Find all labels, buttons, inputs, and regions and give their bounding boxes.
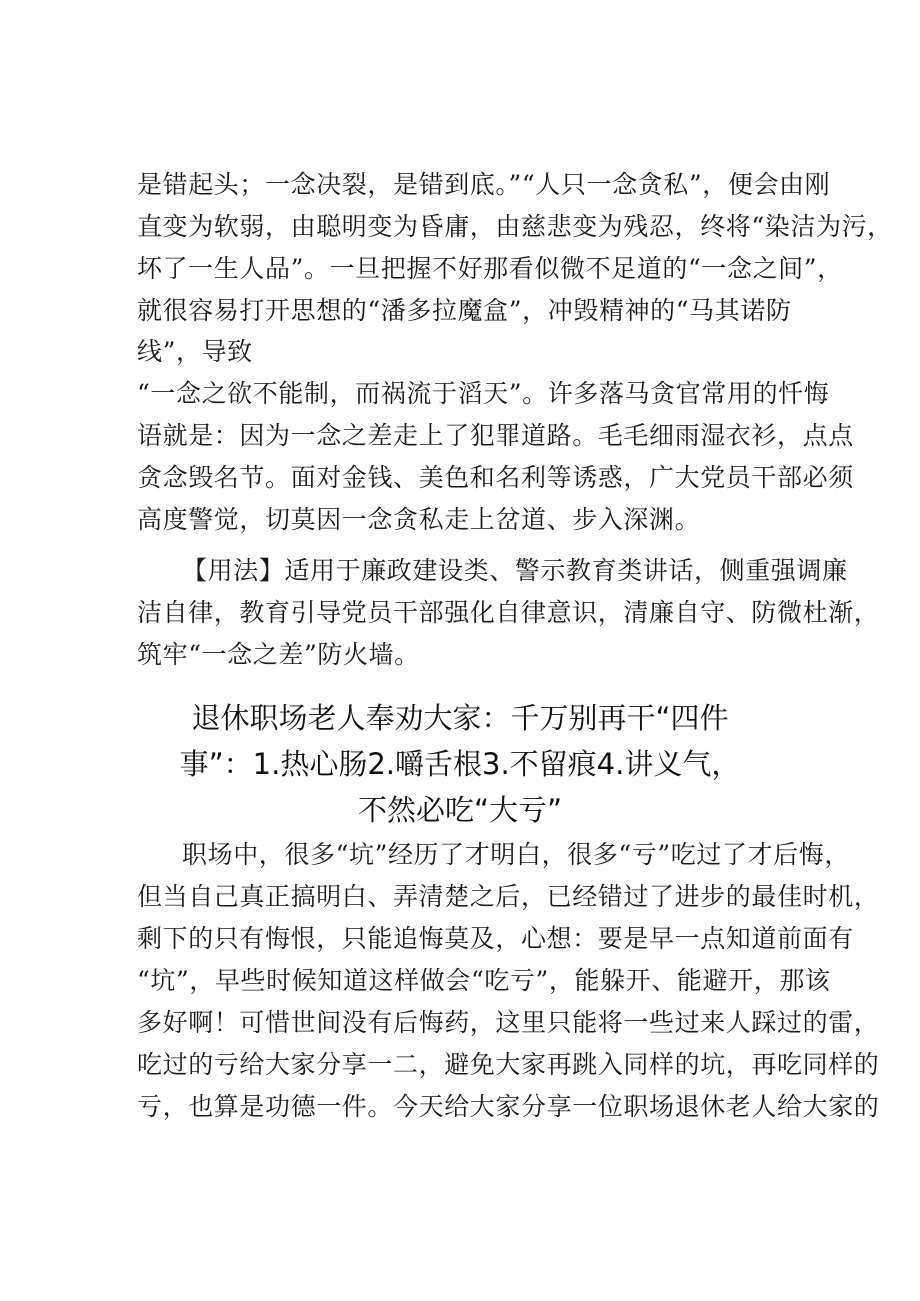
text-line: 职场中，很多“坑”经历了才明白，很多“亏”吃过了才后悔， — [182, 840, 850, 869]
heading-line: 不然必吃“大亏” — [357, 793, 563, 827]
text-line: 直变为软弱，由聪明变为昏庸，由慈悲变为残忍，终将“染洁为污， — [137, 212, 893, 241]
text-line: 多好啊！可惜世间没有后悔药，这里只能将一些过来人踩过的雷， — [137, 1008, 880, 1037]
text-line: 吃过的亏给大家分享一二，避免大家再跳入同样的坑，再吃同样的 — [137, 1050, 880, 1079]
text-line: 坏了一生人品”。一旦把握不好那看似微不足道的“一念之间”， — [137, 254, 843, 283]
text-line: 就很容易打开思想的“潘多拉魔盒”，冲毁精神的“马其诺防 — [137, 296, 792, 325]
text-line: 贪念毁名节。面对金钱、美色和名利等诱惑，广大党员干部必须 — [137, 463, 854, 492]
text-line: 【用法】适用于廉政建设类、警示教育类讲话，侧重强调廉 — [182, 556, 848, 585]
text-line: “一念之欲不能制，而祸流于滔天”。许多落马贪官常用的忏悔 — [137, 379, 830, 408]
text-line: 亏，也算是功德一件。今天给大家分享一位职场退休老人给大家的 — [137, 1092, 880, 1121]
text-line: 筑牢“一念之差”防火墙。 — [137, 640, 420, 669]
text-line: 剩下的只有悔恨，只能追悔莫及，心想：要是早一点知道前面有 — [137, 924, 854, 953]
text-line: 语就是：因为一念之差走上了犯罪道路。毛毛细雨湿衣衫，点点 — [137, 421, 854, 450]
heading-line: 退休职场老人奉劝大家：千万别再干“四件 — [191, 701, 729, 735]
text-line: 但当自己真正搞明白、弄清楚之后，已经错过了进步的最佳时机， — [137, 882, 880, 911]
text-line: 线”，导致 — [137, 337, 253, 366]
text-line: 是错起头；一念决裂，是错到底。”“人只一念贪私”，便会由刚 — [137, 170, 831, 199]
text-line: 洁自律，教育引导党员干部强化自律意识，清廉自守、防微杜渐， — [137, 598, 880, 627]
heading-line: 事”：1.热心肠2.嚼舌根3.不留痕4.讲义气， — [179, 747, 741, 781]
text-line: 高度警觉，切莫因一念贪私走上岔道、步入深渊。 — [137, 505, 701, 534]
text-line: “坑”，早些时候知道这样做会“吃亏”，能躲开、能避开，那该 — [137, 966, 831, 995]
